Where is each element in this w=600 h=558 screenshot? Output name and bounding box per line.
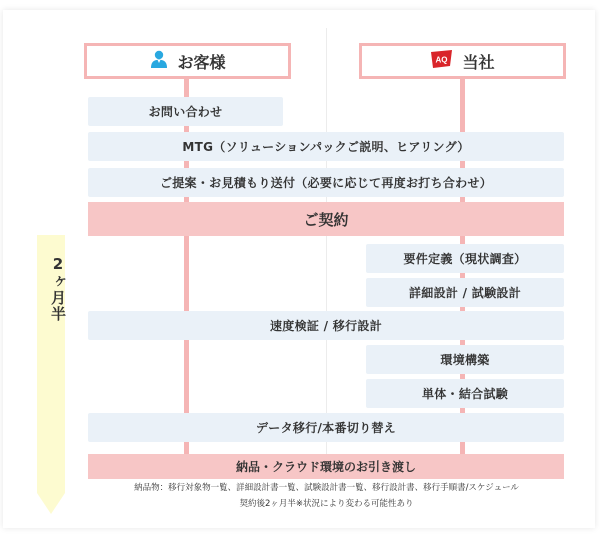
duration-label: 2ヶ月半 — [49, 255, 67, 322]
period-note-text: 契約後2ヶ月半※状況により変わる可能性あり — [239, 499, 414, 509]
deliverables-text: 納品物：移行対象物一覧、詳細設計書一覧、試験設計書一覧、移行設計書、移行手順書/スケジュール — [134, 483, 519, 493]
step-environment: 環境構築 — [366, 345, 564, 374]
step-inquiry: お問い合わせ — [88, 97, 283, 126]
step-mtg: MTG（ソリューションパックご説明、ヒアリング） — [88, 132, 564, 161]
svg-text:AQ: AQ — [435, 55, 448, 65]
customer-header — [84, 43, 291, 79]
step-proposal: ご提案・お見積もり送付（必要に応じて再度お打ち合わせ） — [88, 168, 564, 197]
step-unit-test: 単体・結合試験 — [366, 379, 564, 408]
column-divider — [326, 28, 327, 458]
step-data-migration: データ移行/本番切り替え — [88, 413, 564, 442]
step-contract: ご契約 — [88, 202, 564, 236]
person-icon — [149, 49, 169, 73]
step-speed-test: 速度検証 / 移行設計 — [88, 311, 564, 340]
company-logo-icon — [430, 49, 454, 73]
deliverables-note — [89, 480, 564, 516]
step-design: 詳細設計 / 試験設計 — [366, 278, 564, 307]
company-header-label: 当社 — [462, 52, 495, 72]
duration-arrow — [36, 235, 66, 515]
customer-header-label: お客様 — [177, 52, 226, 72]
company-header — [359, 43, 566, 79]
step-requirements: 要件定義（現状調査） — [366, 244, 564, 273]
step-delivery: 納品・クラウド環境のお引き渡し — [88, 454, 564, 479]
